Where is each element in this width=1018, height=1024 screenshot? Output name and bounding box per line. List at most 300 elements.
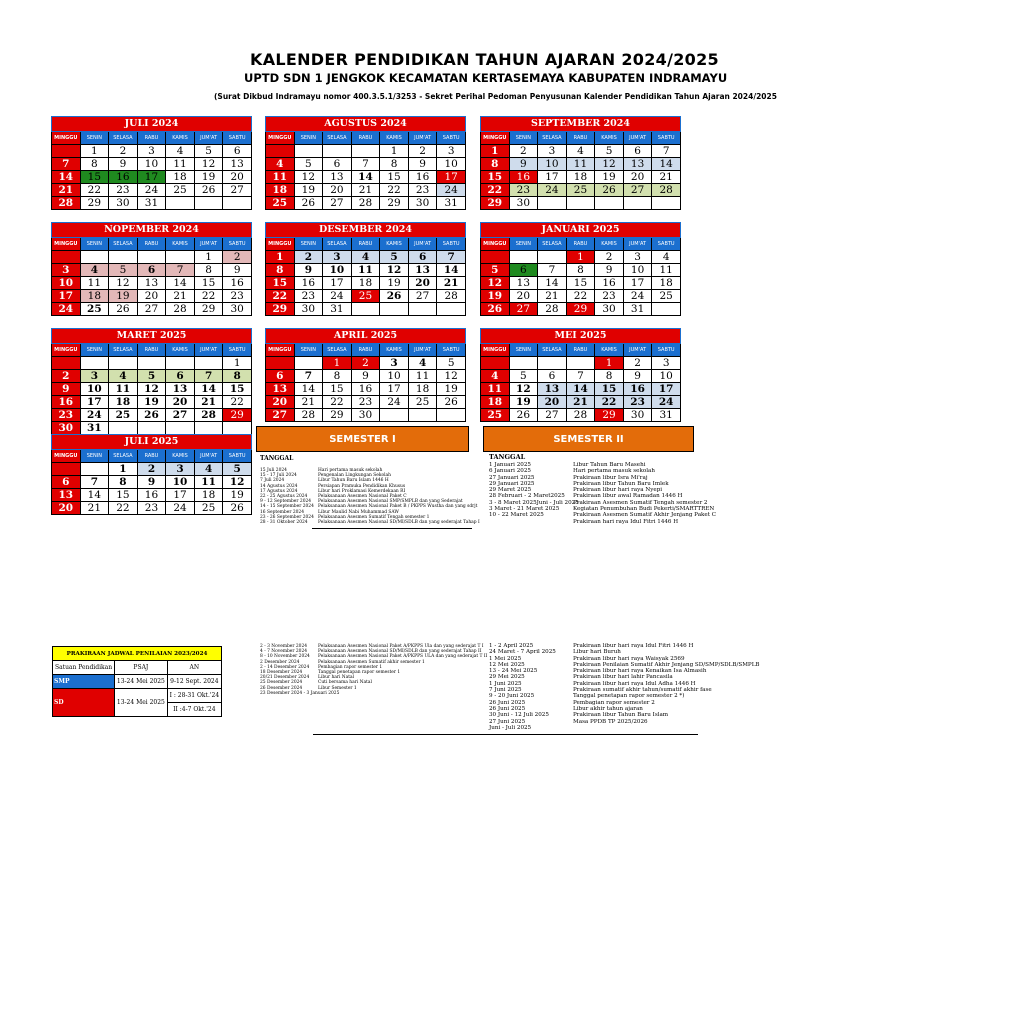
day-cell: 6	[266, 370, 295, 383]
day-cell: 24	[538, 184, 567, 197]
event-line: 3 - 8 Maret 2025Juni - Juli 2025	[489, 499, 579, 506]
day-cell: 5	[481, 264, 510, 277]
day-cell: 24	[52, 303, 81, 316]
day-cell: 22	[566, 290, 595, 303]
day-cell: 18	[408, 383, 437, 396]
day-cell: 21	[538, 290, 567, 303]
event-line: Kegiatan Penumbuhan Budi Pekerti/SMARTTREN	[573, 506, 715, 513]
day-cell: 19	[194, 171, 223, 184]
day-cell: 27	[538, 409, 567, 422]
day-cell: 23	[223, 290, 252, 303]
day-cell: 13	[323, 171, 352, 184]
day-cell: 21	[294, 396, 323, 409]
event-line: 1 - 2 April 2025	[489, 643, 534, 649]
day-cell	[509, 357, 538, 370]
day-cell: 6	[509, 264, 538, 277]
day-header: JUM'AT	[194, 450, 223, 463]
day-cell	[437, 303, 466, 316]
day-cell: 7	[194, 370, 223, 383]
day-cell: 14	[294, 383, 323, 396]
event-line: Prakiraan Penilaian Sumatif Akhir Jenjang SD/SMP/SDLB/SMPLB	[573, 661, 760, 668]
row-sd-label: SD	[53, 689, 115, 717]
day-cell: 26	[194, 184, 223, 197]
day-cell: 24	[437, 184, 466, 197]
day-cell: 28	[652, 184, 681, 197]
day-cell: 28	[194, 409, 223, 422]
day-cell: 29	[380, 197, 409, 210]
day-cell: 27	[166, 409, 195, 422]
event-line: 15 - 17 Juli 2024	[260, 473, 297, 479]
day-cell: 18	[166, 171, 195, 184]
day-cell: 16	[52, 396, 81, 409]
day-cell: 9	[109, 158, 138, 171]
day-cell: 15	[266, 277, 295, 290]
day-cell: 10	[323, 264, 352, 277]
semester-2-events-a	[489, 453, 717, 529]
day-cell: 16	[294, 277, 323, 290]
day-header: KAMIS	[595, 344, 624, 357]
month-title: SEPTEMBER 2024	[481, 117, 681, 132]
day-cell: 25	[166, 184, 195, 197]
day-header: MINGGU	[266, 132, 295, 145]
day-header: SABTU	[652, 238, 681, 251]
day-cell: 31	[137, 197, 166, 210]
day-header: RABU	[351, 132, 380, 145]
day-cell: 15	[194, 277, 223, 290]
day-cell: 30	[408, 197, 437, 210]
event-line: 7 Juni 2025	[489, 687, 522, 694]
day-cell: 29	[595, 409, 624, 422]
day-cell: 6	[623, 145, 652, 158]
day-cell: 1	[481, 145, 510, 158]
day-cell: 3	[380, 357, 409, 370]
day-cell: 29	[223, 409, 252, 422]
day-cell: 20	[509, 290, 538, 303]
day-cell: 12	[595, 158, 624, 171]
day-cell: 22	[266, 290, 295, 303]
day-cell: 23	[623, 396, 652, 409]
day-cell: 4	[566, 145, 595, 158]
event-line: 27 Januari 2025	[489, 474, 535, 481]
day-cell: 30	[509, 197, 538, 210]
day-header: JUM'AT	[623, 132, 652, 145]
day-header: SELASA	[538, 344, 567, 357]
day-cell: 5	[380, 251, 409, 264]
event-line: 6 Januari 2025	[489, 468, 531, 475]
day-cell: 22	[481, 184, 510, 197]
day-cell: 16	[351, 383, 380, 396]
day-cell: 1	[595, 357, 624, 370]
day-cell: 23	[509, 184, 538, 197]
event-line: 25 Desember 2024	[260, 680, 303, 686]
day-cell	[194, 197, 223, 210]
day-cell: 6	[52, 476, 81, 489]
day-cell: 8	[223, 370, 252, 383]
day-cell	[408, 303, 437, 316]
event-line: 16 September 2024	[260, 509, 305, 515]
event-line: 9 - 20 Juni 2025	[489, 693, 535, 700]
day-cell: 13	[623, 158, 652, 171]
day-cell: 29	[194, 303, 223, 316]
event-line: 29 Mei 2025	[489, 674, 525, 681]
day-cell	[52, 251, 81, 264]
month-title: NOPEMBER 2024	[52, 223, 252, 238]
day-cell: 7	[538, 264, 567, 277]
day-cell: 22	[323, 396, 352, 409]
day-cell: 5	[137, 370, 166, 383]
day-cell: 10	[380, 370, 409, 383]
day-cell	[194, 422, 223, 435]
day-cell: 1	[566, 251, 595, 264]
day-header: JUM'AT	[194, 344, 223, 357]
day-header: SELASA	[323, 132, 352, 145]
day-cell: 10	[652, 370, 681, 383]
event-line: Prakiraan libur Tahun Baru Islam	[573, 712, 669, 719]
event-line: Hari pertama masuk sekolah	[318, 468, 383, 473]
day-cell: 26	[595, 184, 624, 197]
day-cell: 26	[137, 409, 166, 422]
day-header: SABTU	[437, 344, 466, 357]
day-cell: 28	[351, 197, 380, 210]
day-cell: 20	[408, 277, 437, 290]
event-line: Prakiraan libur hari lahir Pancasila	[573, 674, 673, 681]
day-cell: 26	[223, 502, 252, 515]
event-line: Prakiraan libur hari raya Nyepi	[573, 487, 663, 494]
day-header: SENIN	[294, 132, 323, 145]
day-cell: 27	[509, 303, 538, 316]
col-an: AN	[167, 661, 221, 675]
day-cell: 4	[109, 370, 138, 383]
day-cell: 7	[351, 158, 380, 171]
day-cell: 24	[80, 409, 109, 422]
event-line: 26 Juni 2025	[489, 705, 526, 712]
day-cell: 25	[266, 197, 295, 210]
event-line: Persiapan Pramuka Pendidikan Khusus	[318, 483, 406, 489]
day-cell: 18	[194, 489, 223, 502]
day-cell: 12	[223, 476, 252, 489]
semester-2-dates-b	[489, 643, 571, 731]
day-header: KAMIS	[166, 132, 195, 145]
day-cell: 15	[595, 383, 624, 396]
day-header: JUM'AT	[194, 132, 223, 145]
day-cell: 12	[380, 264, 409, 277]
day-cell: 8	[80, 158, 109, 171]
day-cell: 18	[109, 396, 138, 409]
day-cell: 7	[566, 370, 595, 383]
day-cell: 29	[566, 303, 595, 316]
day-header: SABTU	[223, 132, 252, 145]
event-line: Prakiraan libur Tahun Baru Imlek	[573, 480, 669, 487]
day-cell: 11	[652, 264, 681, 277]
day-header: SELASA	[109, 450, 138, 463]
day-cell: 14	[652, 158, 681, 171]
day-header: JUM'AT	[194, 238, 223, 251]
day-cell: 9	[595, 264, 624, 277]
day-cell	[380, 409, 409, 422]
day-cell: 17	[52, 290, 81, 303]
day-cell	[294, 357, 323, 370]
day-cell: 20	[166, 396, 195, 409]
day-cell: 2	[509, 145, 538, 158]
day-cell: 21	[351, 184, 380, 197]
day-cell	[538, 197, 567, 210]
day-cell: 12	[194, 158, 223, 171]
day-cell: 6	[323, 158, 352, 171]
day-cell	[351, 145, 380, 158]
day-cell: 1	[380, 145, 409, 158]
day-cell: 21	[194, 396, 223, 409]
calendar-month	[265, 116, 466, 210]
day-cell: 15	[223, 383, 252, 396]
day-header: MINGGU	[52, 450, 81, 463]
day-cell: 18	[481, 396, 510, 409]
day-header: RABU	[137, 132, 166, 145]
day-cell: 3	[80, 370, 109, 383]
day-cell: 26	[380, 290, 409, 303]
day-cell	[137, 422, 166, 435]
day-header: MINGGU	[52, 132, 81, 145]
day-cell: 15	[481, 171, 510, 184]
day-cell: 8	[380, 158, 409, 171]
day-cell	[623, 197, 652, 210]
day-cell: 27	[623, 184, 652, 197]
day-cell: 18	[266, 184, 295, 197]
day-cell: 4	[194, 463, 223, 476]
day-cell: 8	[266, 264, 295, 277]
day-cell: 4	[408, 357, 437, 370]
day-cell: 12	[437, 370, 466, 383]
day-cell	[109, 422, 138, 435]
day-cell: 14	[351, 171, 380, 184]
day-cell: 6	[408, 251, 437, 264]
day-cell	[566, 357, 595, 370]
event-line: Prakiraan Asesmen Sumatif Tengah semester 2	[573, 499, 708, 506]
day-cell: 23	[408, 184, 437, 197]
day-cell: 19	[481, 290, 510, 303]
semester-1-header: SEMESTER I	[256, 426, 469, 452]
day-cell: 7	[166, 264, 195, 277]
event-line: 14 - 15 September 2024	[260, 504, 314, 510]
day-header: SELASA	[109, 238, 138, 251]
day-cell: 22	[80, 184, 109, 197]
day-cell: 26	[509, 409, 538, 422]
day-cell: 23	[351, 396, 380, 409]
day-cell: 3	[323, 251, 352, 264]
event-line: 2 - 3 November 2024	[260, 644, 308, 649]
day-cell	[52, 145, 81, 158]
day-cell: 28	[538, 303, 567, 316]
day-cell: 1	[194, 251, 223, 264]
day-cell: 1	[223, 357, 252, 370]
day-header: RABU	[137, 450, 166, 463]
day-cell: 17	[166, 489, 195, 502]
day-cell	[166, 251, 195, 264]
day-cell: 2	[294, 251, 323, 264]
event-line: Tanggal penetapan rapor semester 1	[318, 670, 401, 676]
calendar-month	[51, 434, 252, 515]
day-cell: 10	[538, 158, 567, 171]
bottom-divider	[313, 734, 698, 735]
day-cell: 2	[137, 463, 166, 476]
day-cell: 11	[80, 277, 109, 290]
event-line: 28 - 31 Oktober 2024	[260, 520, 308, 526]
day-cell: 31	[80, 422, 109, 435]
day-cell: 16	[137, 489, 166, 502]
event-line: Pelaksanaan Asesmen Nasional Paket A/PKPPS Ula dan yang sederajat T I	[318, 644, 484, 649]
day-cell	[137, 251, 166, 264]
day-cell: 14	[437, 264, 466, 277]
day-cell: 21	[166, 290, 195, 303]
day-cell	[223, 422, 252, 435]
day-cell: 27	[323, 197, 352, 210]
day-cell: 10	[80, 383, 109, 396]
day-cell: 13	[52, 489, 81, 502]
day-header: KAMIS	[595, 132, 624, 145]
semester-1-events-list-a	[318, 468, 480, 526]
day-header: MINGGU	[266, 238, 295, 251]
day-header: RABU	[566, 132, 595, 145]
day-cell: 2	[351, 357, 380, 370]
day-cell: 21	[80, 502, 109, 515]
day-cell: 4	[481, 370, 510, 383]
day-cell: 16	[623, 383, 652, 396]
event-line: Pelaksanaan Asesmen Nasional Paket A/PKPPS ULA dan yang sederajat T II	[318, 654, 488, 660]
day-cell: 11	[351, 264, 380, 277]
day-cell: 16	[595, 277, 624, 290]
day-cell: 20	[623, 171, 652, 184]
day-cell: 20	[266, 396, 295, 409]
day-header: SENIN	[294, 238, 323, 251]
day-cell: 9	[52, 383, 81, 396]
day-cell: 17	[437, 171, 466, 184]
day-cell: 22	[194, 290, 223, 303]
day-cell: 26	[481, 303, 510, 316]
day-cell: 26	[294, 197, 323, 210]
day-header: SELASA	[109, 344, 138, 357]
day-cell: 15	[323, 383, 352, 396]
day-cell: 25	[408, 396, 437, 409]
calendar-month	[480, 328, 681, 422]
day-cell: 6	[538, 370, 567, 383]
day-cell: 29	[481, 197, 510, 210]
day-cell	[109, 357, 138, 370]
day-cell: 20	[223, 171, 252, 184]
day-header: RABU	[566, 344, 595, 357]
day-cell: 10	[52, 277, 81, 290]
day-cell: 27	[223, 184, 252, 197]
event-line: 20/21 Desember 2024	[260, 675, 310, 681]
day-cell: 9	[351, 370, 380, 383]
day-cell: 5	[109, 264, 138, 277]
day-cell: 12	[137, 383, 166, 396]
calendar-month	[51, 328, 252, 435]
day-header: MINGGU	[52, 344, 81, 357]
day-cell: 3	[166, 463, 195, 476]
day-cell: 25	[194, 502, 223, 515]
day-cell	[166, 197, 195, 210]
day-header: SELASA	[323, 344, 352, 357]
day-cell: 7	[437, 251, 466, 264]
semester-2-events-list-a	[573, 462, 717, 525]
school-subtitle: UPTD SDN 1 JENGKOK KECAMATAN KERTASEMAYA KABUPATEN INDRAMAYU	[244, 71, 728, 85]
day-cell: 9	[623, 370, 652, 383]
day-cell: 25	[481, 409, 510, 422]
day-cell: 25	[566, 184, 595, 197]
month-title: MARET 2025	[52, 329, 252, 344]
day-cell: 3	[538, 145, 567, 158]
event-line: Pembagian rapor semester 1	[318, 664, 383, 670]
event-line: Juni - Juli 2025	[489, 724, 532, 731]
day-cell	[481, 357, 510, 370]
event-line: Libur Semester 1	[318, 685, 357, 691]
day-cell: 11	[566, 158, 595, 171]
day-cell: 21	[437, 277, 466, 290]
event-line: 17 Agustus 2024	[260, 488, 298, 494]
event-line: 28 Februari - 2 Maret2025	[489, 493, 565, 500]
day-cell: 10	[137, 158, 166, 171]
day-cell: 12	[294, 171, 323, 184]
day-cell: 28	[437, 290, 466, 303]
day-cell: 9	[137, 476, 166, 489]
day-cell: 17	[137, 171, 166, 184]
day-cell: 28	[566, 409, 595, 422]
event-line: Libur akhir tahun ajaran	[573, 705, 643, 712]
day-cell: 19	[509, 396, 538, 409]
day-cell: 22	[595, 396, 624, 409]
calendar-month	[480, 116, 681, 210]
semester-1-events-list-b	[318, 644, 488, 691]
day-cell: 16	[223, 277, 252, 290]
event-line: Prakiraan Asesmen Sumatif Akhir Jenjang Paket C	[573, 512, 717, 519]
day-header: SABTU	[223, 238, 252, 251]
day-cell: 5	[437, 357, 466, 370]
day-cell: 23	[109, 184, 138, 197]
event-line: Pelaksanaan Asesmen Sumatif akhir semester 1	[318, 659, 425, 665]
day-cell: 6	[223, 145, 252, 158]
event-line: Libur Maulid Nabi Muhammad SAW	[318, 509, 399, 515]
event-line: 23 - 26 September 2024	[260, 514, 314, 520]
day-cell	[52, 463, 81, 476]
day-header: KAMIS	[595, 238, 624, 251]
event-line: 3 Maret - 21 Maret 2025	[489, 506, 560, 513]
calendar-month	[51, 116, 252, 210]
month-title: AGUSTUS 2024	[266, 117, 466, 132]
event-line: Pelaksanaan Asesmen Nasional Paket B / PKPPS Wustha dan yang sdrjt	[318, 504, 478, 510]
day-cell	[652, 197, 681, 210]
day-cell: 17	[538, 171, 567, 184]
event-line: Libur hari Proklamasi Kemerdekaan RI	[318, 488, 406, 494]
semester-2-dates-a	[489, 462, 579, 519]
day-cell: 9	[223, 264, 252, 277]
day-cell: 16	[109, 171, 138, 184]
day-cell: 22	[109, 502, 138, 515]
day-cell: 4	[80, 264, 109, 277]
day-cell	[80, 463, 109, 476]
month-title: JULI 2025	[52, 435, 252, 450]
semester-1-divider	[312, 528, 472, 529]
day-header: SENIN	[509, 132, 538, 145]
day-cell	[80, 357, 109, 370]
day-cell: 17	[323, 277, 352, 290]
day-header: KAMIS	[166, 344, 195, 357]
day-header: SENIN	[80, 132, 109, 145]
event-line: 12 Mei 2025	[489, 661, 525, 668]
event-line: 4 - 7 November 2024	[260, 649, 308, 655]
event-line: 2 Desember 2024	[260, 659, 300, 665]
month-title: DESEMBER 2024	[266, 223, 466, 238]
day-cell: 18	[80, 290, 109, 303]
event-line: 2 - 14 Desember 2024	[260, 664, 310, 670]
